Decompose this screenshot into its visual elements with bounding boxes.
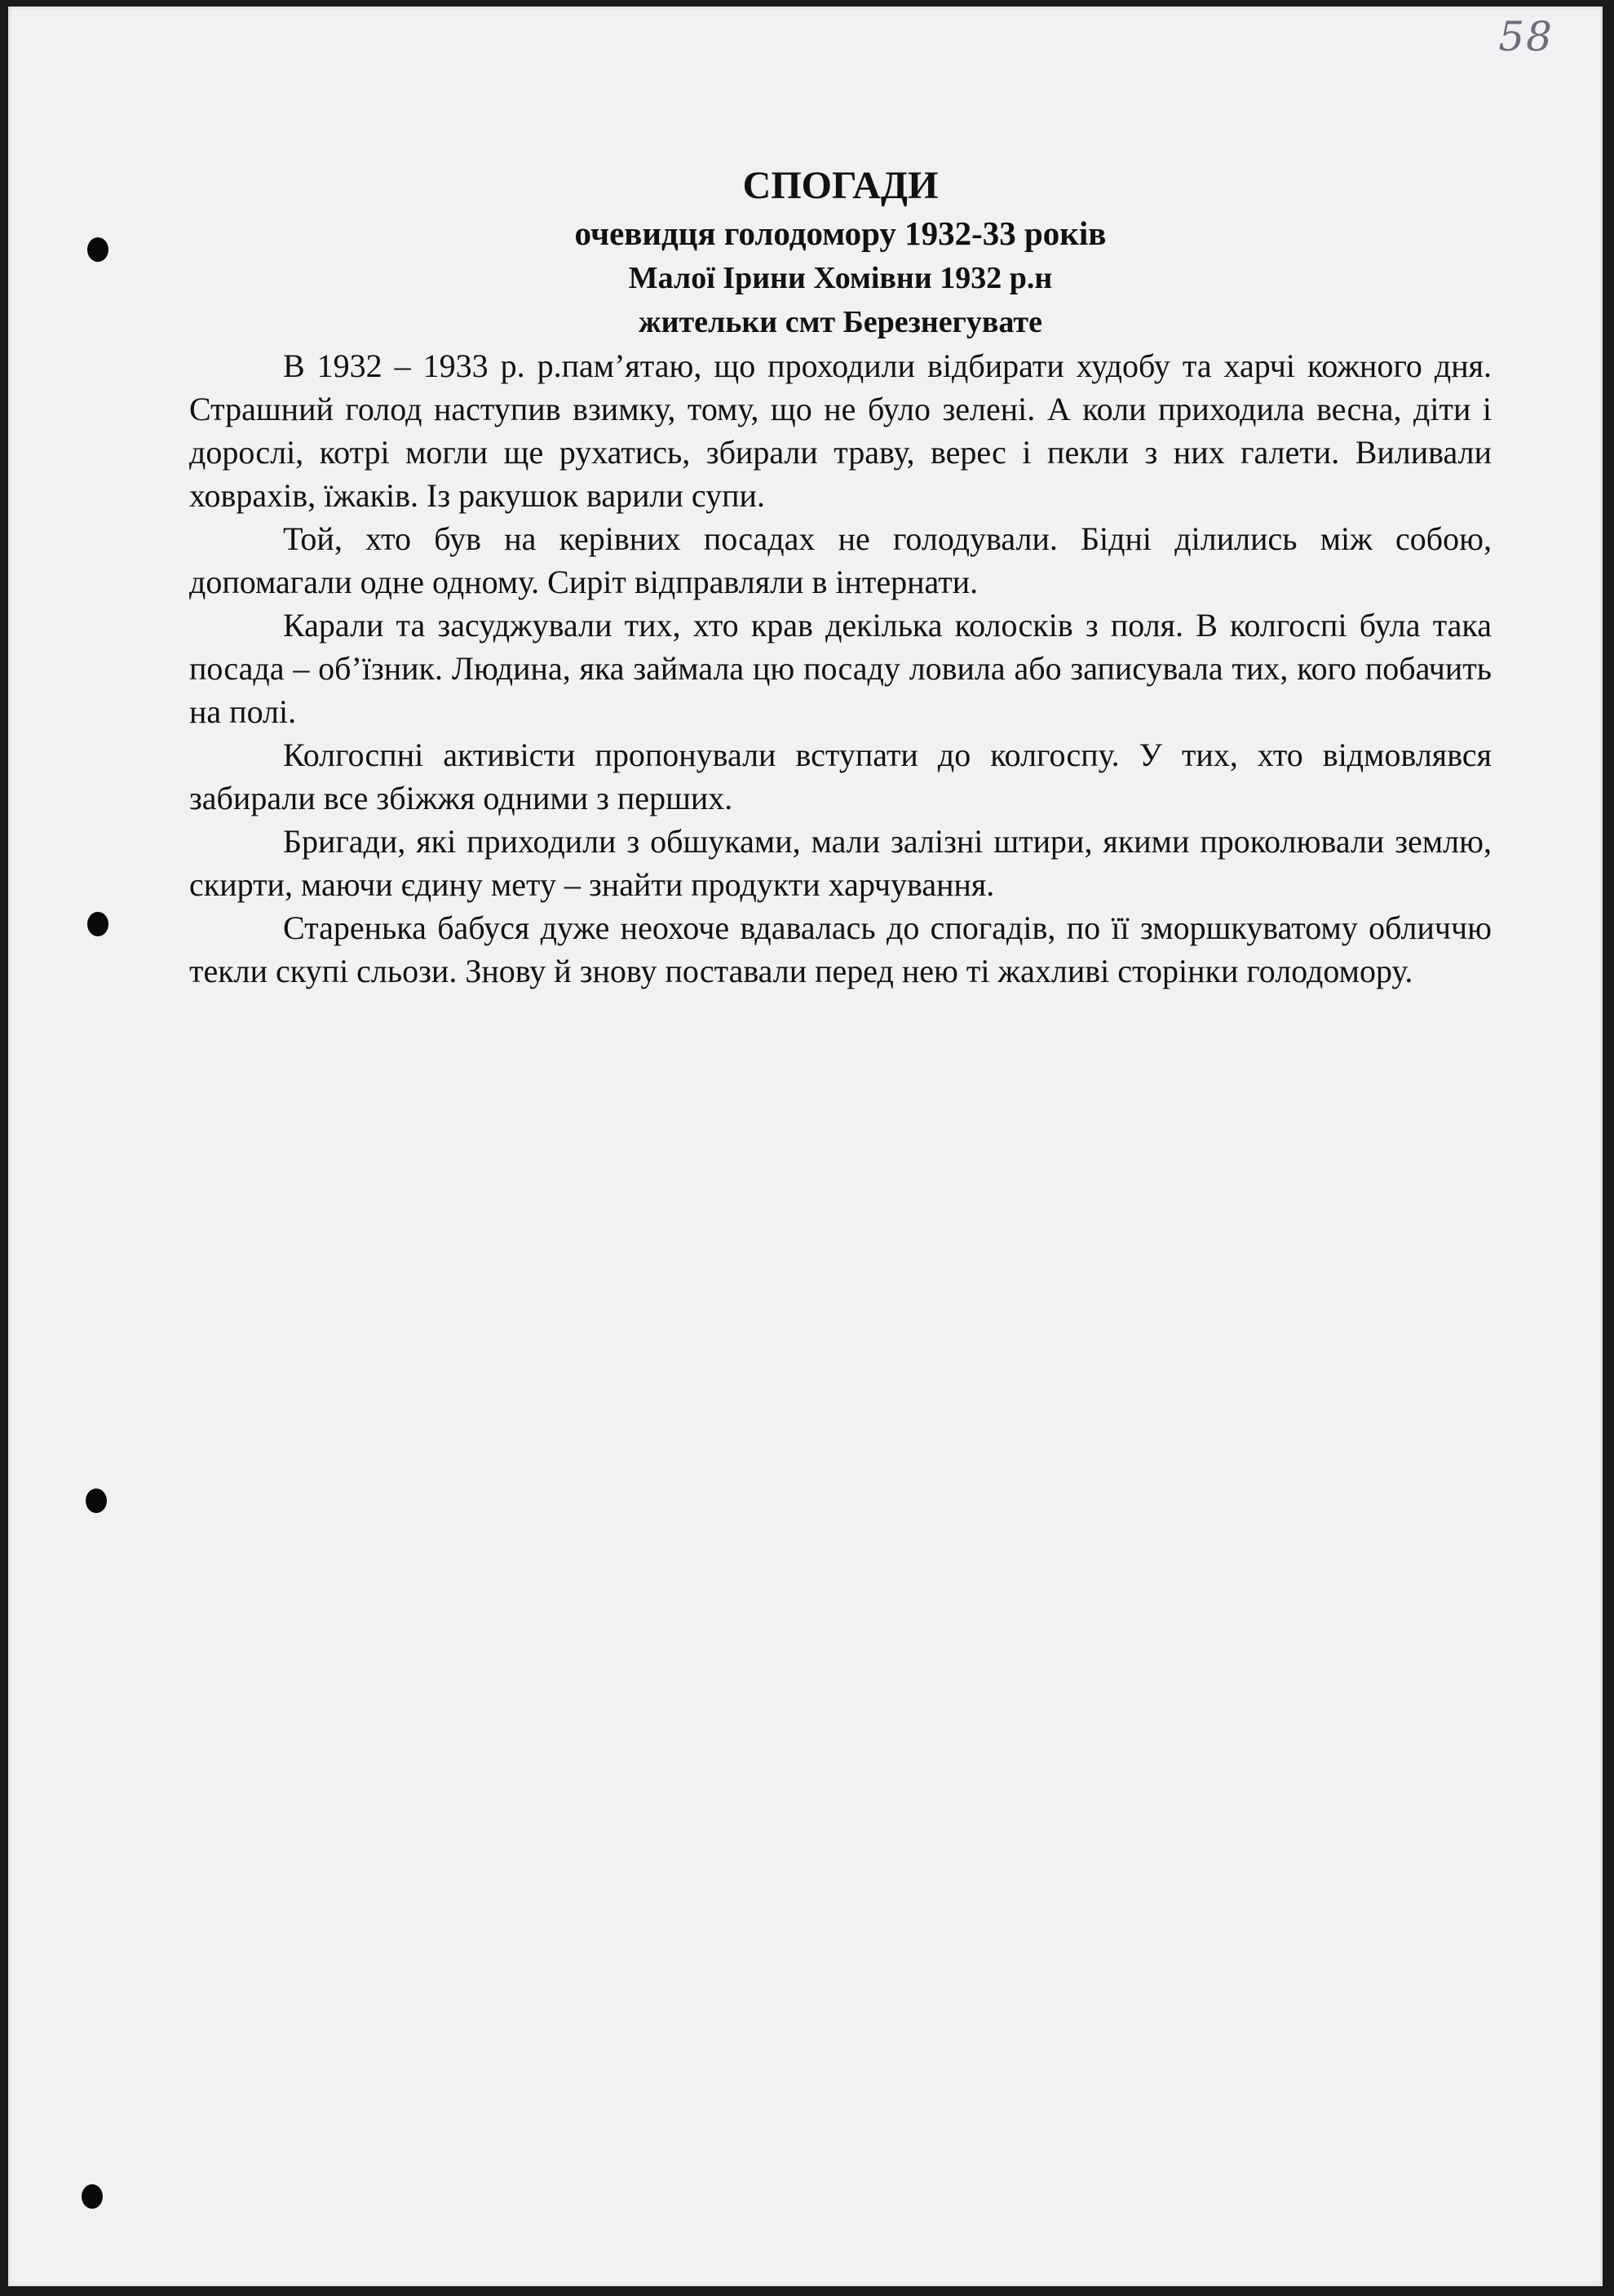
punch-hole <box>87 912 108 936</box>
paragraph: Бригади, які приходили з обшуками, мали залізні штири, якими проколювали землю, скирти, маючи єдину мету – знайти продукти харчування. <box>189 823 1492 903</box>
punch-hole <box>82 2184 103 2209</box>
punch-hole <box>87 237 108 262</box>
witness-name: Малої Ірини Хомівни 1932 р.н <box>628 261 1053 295</box>
handwritten-page-number: 58 <box>1498 13 1554 60</box>
paragraph: Старенька бабуся дуже неохоче вдавалась до спогадів, по її зморшкуватому обличчю текли скупі сльози. Знову й знову поставали перед нею ті жахливі сторінки голодомору. <box>189 909 1492 989</box>
document-body <box>189 161 1492 993</box>
paragraph: Колгоспні активісти пропонували вступати до колгоспу. У тих, хто відмовлявся забирали все збіжжя одними з перших. <box>189 737 1492 816</box>
document-page <box>8 7 1603 2286</box>
paragraph: Карали та засуджували тих, хто крав декілька колосків з поля. В колгоспі була така посада – об’їзник. Людина, яка займала цю посаду ловила або записувала тих, кого побачить на полі. <box>189 607 1492 730</box>
document-title: СПОГАДИ <box>742 164 939 207</box>
document-subtitle: очевидця голодомору 1932-33 років <box>574 215 1107 252</box>
punch-hole <box>86 1489 107 1513</box>
witness-residence: жительки смт Березнегувате <box>639 305 1042 339</box>
paragraph: Той, хто був на керівних посадах не голодували. Бідні ділились між собою, допомагали одне одному. Сиріт відправляли в інтернати. <box>189 520 1492 600</box>
paragraph: В 1932 – 1933 р. р.пам’ятаю, що проходили відбирати худобу та харчі кожного дня. Страшний голод наступив взимку, тому, що не було зелені. А коли приходила весна, діти і дорослі, котрі могли ще рухатись, збирали траву, верес і пекли з них галети. Виливали ховрахів, їжаків. Із ракушок варили супи. <box>189 347 1492 514</box>
